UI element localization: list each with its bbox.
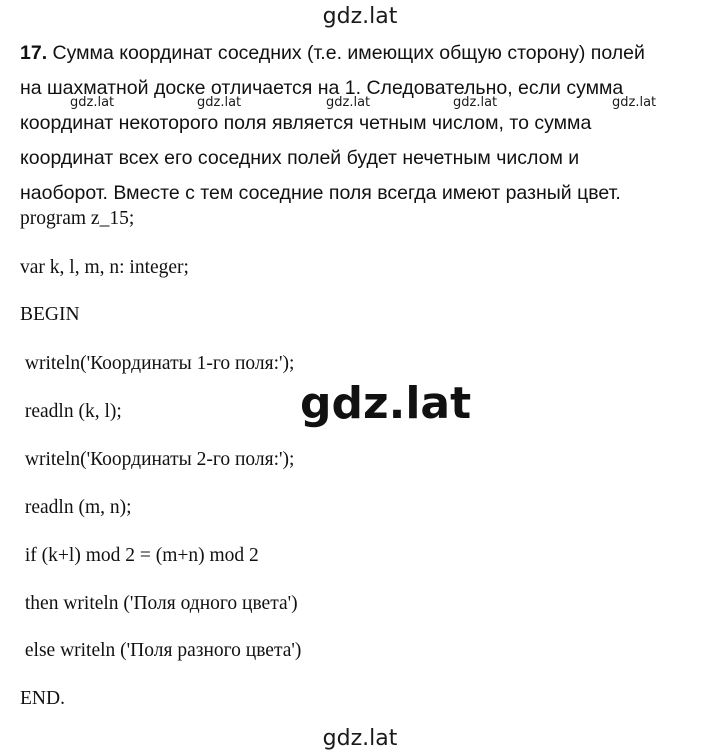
code-line-4: writeln('Координаты 1-го поля:'); (20, 353, 295, 374)
watermark-top: gdz.lat (322, 4, 398, 29)
code-line-10: else writeln ('Поля разного цвета') (20, 640, 302, 661)
problem-line-3: координат некоторого поля является четным числом, то сумма (20, 112, 592, 134)
code-line-9: then writeln ('Поля одного цвета') (20, 593, 298, 614)
code-line-8: if (k+l) mod 2 = (m+n) mod 2 (20, 545, 259, 566)
problem-line-5: наоборот. Вместе с тем соседние поля всегда имеют разный цвет. (20, 182, 621, 204)
code-line-5: readln (k, l); (20, 401, 122, 422)
watermark-bottom: gdz.lat (322, 726, 398, 751)
code-line-2: var k, l, m, n: integer; (20, 257, 189, 278)
code-line-11: END. (20, 688, 65, 709)
problem-number: 17. (20, 42, 48, 64)
problem-line-1 (20, 36, 710, 71)
problem-line-1-text: Сумма координат соседних (т.е. имеющих общую сторону) полей (47, 42, 645, 64)
code-line-7: readln (m, n); (20, 497, 132, 518)
code-line-3: BEGIN (20, 304, 80, 325)
watermark-small-5: gdz.lat (612, 95, 657, 110)
watermark-small-1: gdz.lat (70, 95, 115, 110)
watermark-small-2: gdz.lat (197, 95, 242, 110)
problem-line-4: координат всех его соседних полей будет нечетным числом и (20, 147, 580, 169)
watermark-small-3: gdz.lat (326, 95, 371, 110)
watermark-center: gdz.lat (300, 378, 472, 429)
problem-line-2: на шахматной доске отличается на 1. Следовательно, если сумма (20, 77, 624, 99)
problem-text (20, 36, 710, 211)
code-line-1: program z_15; (20, 208, 135, 229)
code-line-6: writeln('Координаты 2-го поля:'); (20, 449, 295, 470)
watermark-small-4: gdz.lat (453, 95, 498, 110)
